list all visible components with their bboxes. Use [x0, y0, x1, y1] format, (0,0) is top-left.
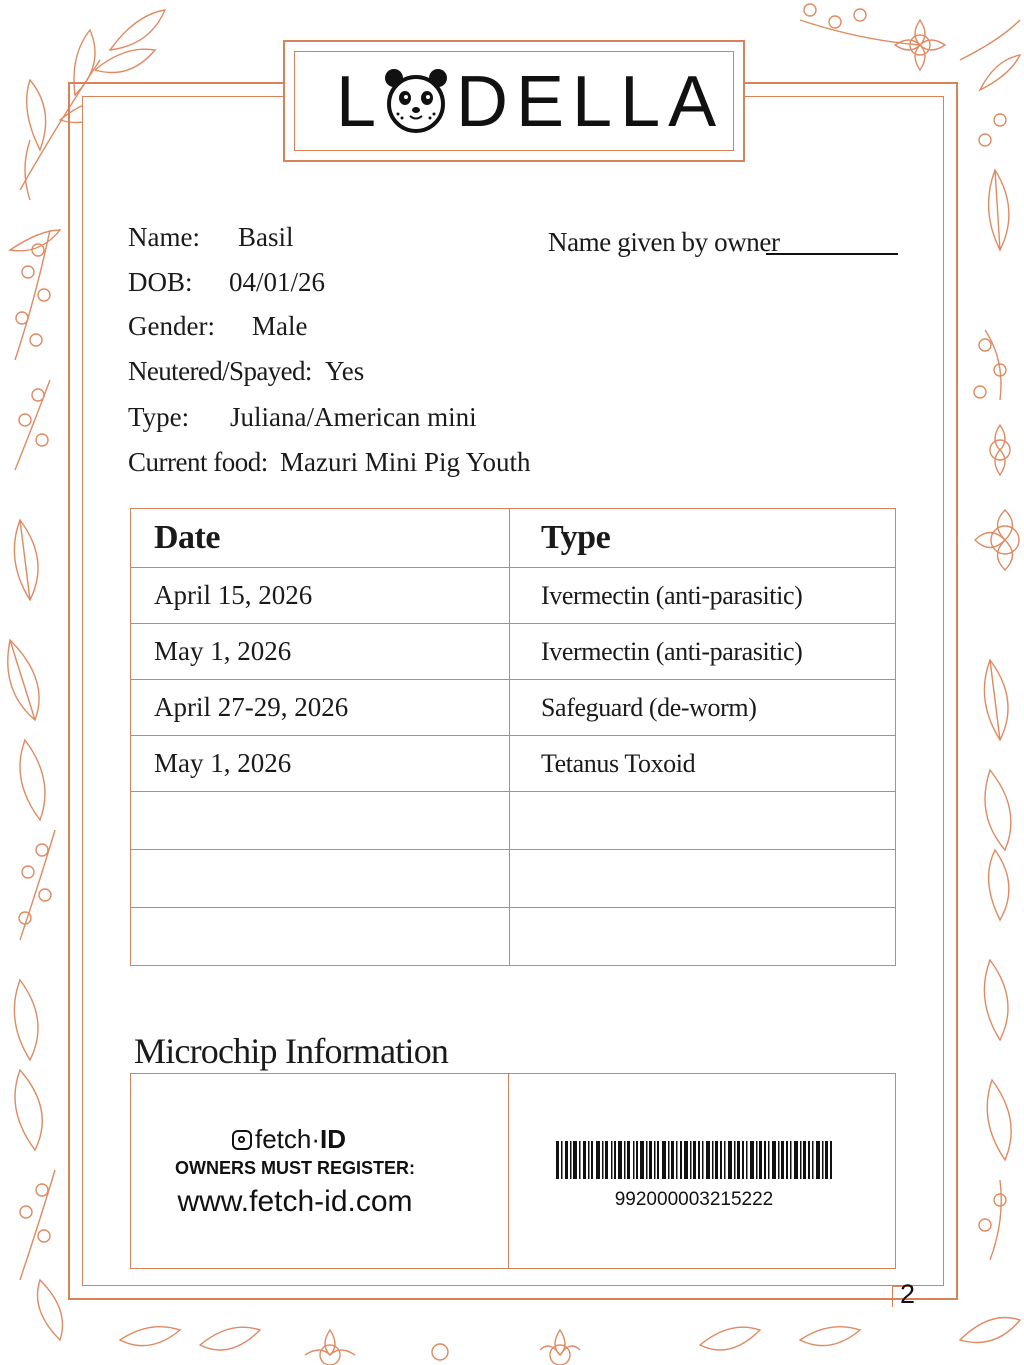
page-number: 2 [900, 1279, 916, 1309]
logo-text-right: DELLA [456, 62, 725, 142]
date-cell: May 1, 2026 [131, 624, 510, 680]
fetch-brand-prefix: fetch [255, 1124, 312, 1154]
table-header-date: Date [131, 509, 510, 568]
date-cell[interactable] [131, 850, 510, 908]
dob-label: DOB: [128, 267, 193, 297]
type-cell: Ivermectin (anti-parasitic) [510, 568, 896, 624]
microchip-title: Microchip Information [134, 1031, 449, 1071]
table-row [131, 624, 896, 680]
owner-name-label: Name given by owner [548, 227, 780, 257]
microchip-divider [508, 1073, 509, 1269]
food-label: Current food: [128, 447, 268, 477]
type-cell: Tetanus Toxoid [510, 736, 896, 792]
date-cell: April 27-29, 2026 [131, 680, 510, 736]
panda-face-icon [384, 66, 448, 136]
type-cell: Safeguard (de-worm) [510, 680, 896, 736]
date-cell[interactable] [131, 908, 510, 966]
register-notice: OWNERS MUST REGISTER: [174, 1158, 415, 1178]
type-cell[interactable] [510, 908, 896, 966]
food-value: Mazuri Mini Pig Youth [280, 447, 531, 477]
table-header-row [131, 509, 896, 568]
gender-label: Gender: [128, 311, 215, 341]
treatment-table [130, 508, 896, 966]
date-cell[interactable] [131, 792, 510, 850]
table-row-empty [131, 792, 896, 850]
date-cell: April 15, 2026 [131, 568, 510, 624]
type-cell[interactable] [510, 792, 896, 850]
neutered-value: Yes [325, 356, 365, 386]
table-row-empty [131, 908, 896, 966]
dob-value: 04/01/26 [229, 267, 326, 297]
type-label: Type: [128, 402, 190, 432]
barcode-icon [556, 1141, 832, 1179]
type-cell: Ivermectin (anti-parasitic) [510, 624, 896, 680]
table-row [131, 568, 896, 624]
table-row-empty [131, 850, 896, 908]
fetch-id-icon [232, 1130, 252, 1150]
date-cell: May 1, 2026 [131, 736, 510, 792]
type-cell[interactable] [510, 850, 896, 908]
name-value: Basil [238, 222, 294, 252]
neutered-label: Neutered/Spayed: [128, 356, 312, 386]
registration-url[interactable]: www.fetch-id.com [177, 1185, 413, 1218]
fetch-brand-suffix: ID [320, 1124, 347, 1154]
logo-text-left: L [336, 62, 377, 142]
owner-name-blank[interactable] [766, 253, 898, 255]
table-row [131, 680, 896, 736]
name-label: Name: [128, 222, 200, 252]
type-value: Juliana/American mini [230, 402, 477, 432]
fetch-id-logo: fetch·ID [232, 1124, 346, 1154]
gender-value: Male [252, 311, 308, 341]
table-header-type: Type [510, 509, 896, 568]
microchip-number: 992000003215222 [614, 1189, 774, 1210]
table-row [131, 736, 896, 792]
